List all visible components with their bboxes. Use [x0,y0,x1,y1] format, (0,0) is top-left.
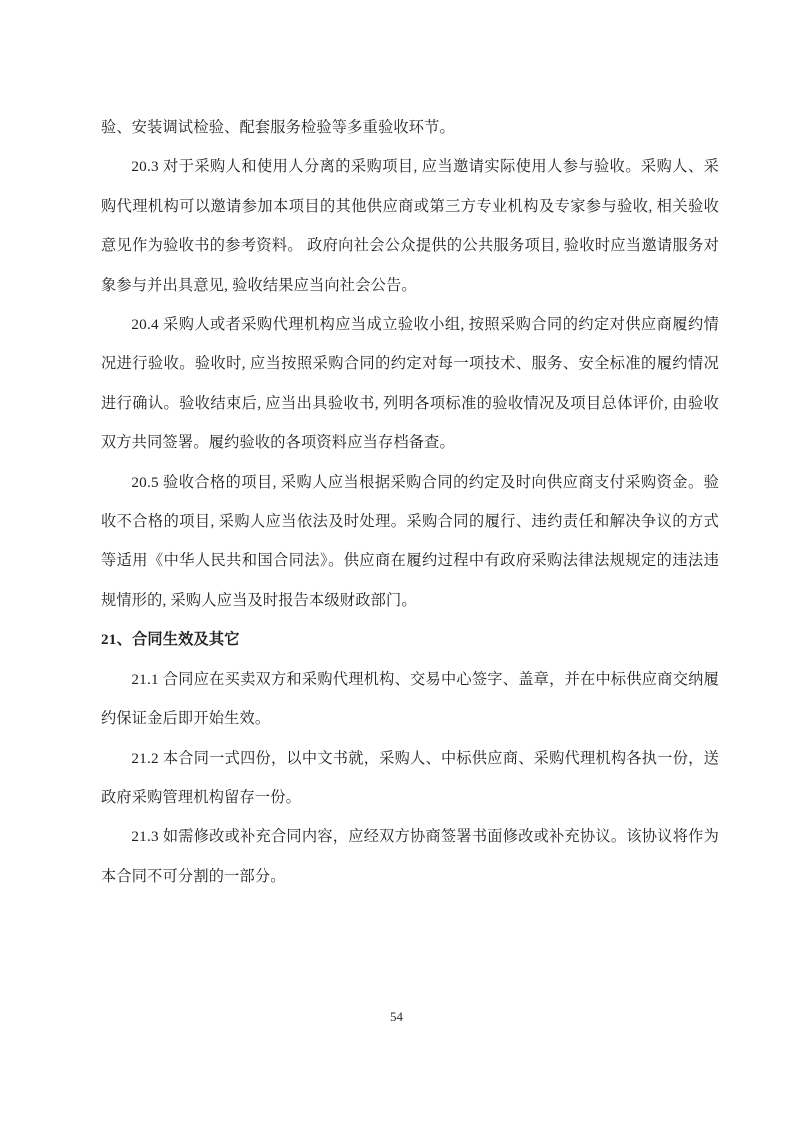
section-21-heading: 21、合同生效及其它 [101,631,240,649]
page-footer [0,1008,793,1026]
clause-21-2: 21.2 本合同一式四份，以中文书就，采购人、中标供应商、采购代理机构各执一份，送政府采购管理机构留存一份。 [101,749,719,806]
body-text-continuation: 验、安装调试检验、配套服务检验等多重验收环节。 [101,119,455,136]
clause-20-4: 20.4 采购人或者采购代理机构应当成立验收小组, 按照采购合同的约定对供应商履约情况进行验收。验收时, 应当按照采购合同的约定对每一项技术、服务、安全标准的履约情况进行确认。验收结束后, 应当出具验收书, 列明各项标准的验收情况及项目总体评价, 由验收双方共同签署。履约验收的各项资料应当存档备查。 [101,316,719,452]
document-body [101,108,719,896]
clause-21-3: 21.3 如需修改或补充合同内容，应经双方协商签署书面修改或补充协议。该协议将作为本合同不可分割的一部分。 [101,828,719,885]
clause-20-5: 20.5 验收合格的项目, 采购人应当根据采购合同的约定及时向供应商支付采购资金。验收不合格的项目, 采购人应当依法及时处理。采购合同的履行、违约责任和解决争议的方式等适用《中华人民共和国合同法》。供应商在履约过程中有政府采购法律法规规定的违法违规情形的, 采购人应当及时报告本级财政部门。 [101,473,719,609]
clause-21-1: 21.1 合同应在买卖双方和采购代理机构、交易中心签字、盖章，并在中标供应商交纳履约保证金后即开始生效。 [101,670,719,728]
page-number: 54 [390,1009,403,1024]
clause-20-3: 20.3 对于采购人和使用人分离的采购项目, 应当邀请实际使用人参与验收。采购人、采购代理机构可以邀请参加本项目的其他供应商或第三方专业机构及专家参与验收, 相关验收意见作为验收书的参考资料。 政府向社会公众提供的公共服务项目, 验收时应当邀请服务对象参与并出具意见, 验收结果应当向社会公告。 [101,158,719,294]
